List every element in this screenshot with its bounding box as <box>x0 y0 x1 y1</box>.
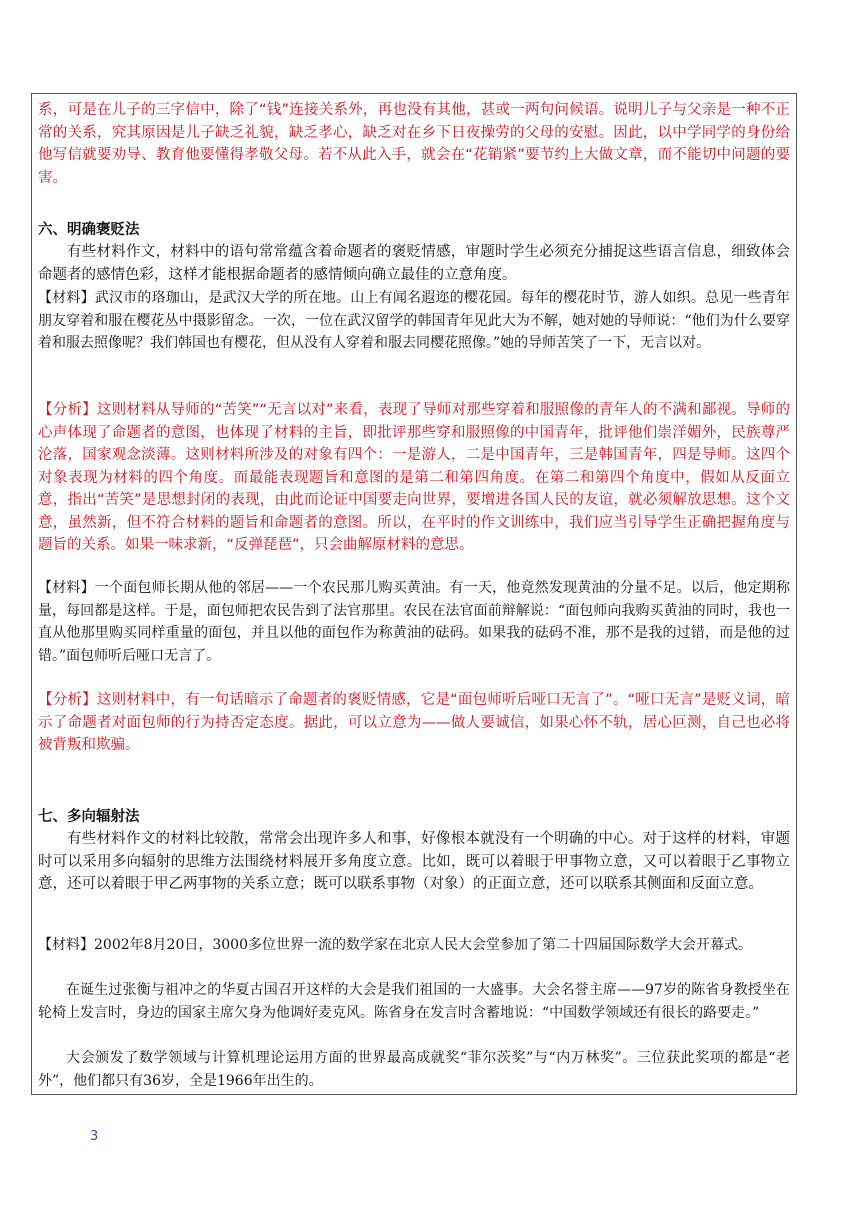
section-6-intro: 有些材料作文，材料中的语句常常蕴含着命题者的褒贬情感，审题时学生必须充分捕捉这些语言信息，细致体会命题者的感情色彩，这样才能根据命题者的感情倾向确立最佳的立意角度。 <box>38 244 790 283</box>
section-6-title: 六、明确褒贬法 <box>38 222 140 238</box>
paragraph-continued: 系，可是在儿子的三字信中，除了“钱”连接关系外，再也没有其他，甚或一两句问候语。说明儿子与父亲是一种不正常的关系，究其原因是儿子缺乏礼貌，缺乏孝心，缺乏对在乡下日夜操劳的父母的安慰。因此，以中学同学的身份给他写信就要劝导、教育他要懂得孝敬父母。若不从此入手，就会在“花销紧”要节约上大做文章，而不能切中问题的要害。 <box>38 102 790 186</box>
analysis-text: 这则材料从导师的“苦笑”“无言以对”来看，表现了导师对那些穿着和服照像的青年人的不满和鄙视。导师的心声体现了命题者的意图，也体现了材料的主旨，即批评那些穿和服照像的中国青年，批评他们崇洋媚外，民族尊严沦落，国家观念淡薄。这则材料所涉及的对象有四个：一是游人，二是中国青年，三是韩国青年，四是导师。这四个对象表现为材料的四个角度。而最能表现题旨和意图的是第二和第四角度。在第二和第四个角度中，假如从反面立意，指出“苦笑”是思想封闭的表现，由此而论证中国要走向世界，要增进各国人民的友谊，就必须解放思想。这个文意，虽然新，但不符合材料的题旨和命题者的意图。所以，在平时的作文训练中，我们应当引导学生正确把握角度与题旨的关系。如果一味求新，“反弹琵琶”，只会曲解原材料的意思。 <box>38 402 791 553</box>
material-label: 【材料】 <box>38 937 94 953</box>
section-7-intro: 有些材料作文的材料比较散，常常会出现许多人和事，好像根本就没有一个明确的中心。对于这样的材料，审题时可以采用多向辐射的思维方法围绕材料展开多角度立意。比如，既可以着眼于甲事物立意，又可以着眼于乙事物立意，还可以着眼于甲乙两事物的关系立意；既可以联系事物（对象）的正面立意，还可以联系其侧面和反面立意。 <box>38 831 790 892</box>
material-1 <box>38 287 790 355</box>
material-2 <box>38 577 790 667</box>
material-label: 【材料】 <box>38 580 95 596</box>
analysis-label: 【分析】 <box>38 692 97 708</box>
analysis-text: 这则材料中，有一句话暗示了命题者的褒贬情感，它是“面包师听后哑口无言了”。“哑口无言”是贬义词，暗示了命题者对面包师的行为持否定态度。据此，可以立意为——做人要诚信，如果心怀不轨，居心叵测，自己也必将被背叛和欺骗。 <box>38 692 791 753</box>
section-7-title: 七、多向辐射法 <box>38 809 140 825</box>
page-number: 3 <box>90 1129 99 1144</box>
material-text: 一个面包师长期从他的邻居——一个农民那儿购买黄油。有一天，他竟然发现黄油的分量不足。以后，他定期称量，每回都是这样。于是，面包师把农民告到了法官那里。农民在法官面前辩解说：“面包师向我购买黄油的同时，我也一直从他那里购买同样重量的面包，并且以他的面包作为称黄油的砝码。如果我的砝码不准，那不是我的过错，而是他的过错。”面包师听后哑口无言了。 <box>38 580 791 664</box>
material-3-paragraph-2: 在诞生过张衡与祖冲之的华夏古国召开这样的大会是我们祖国的一大盛事。大会名誉主席——97岁的陈省身教授坐在轮椅上发言时，身边的国家主席欠身为他调好麦克风。陈省身在发言时含蓄地说：“中国数学领域还有很长的路要走。” <box>38 982 790 1021</box>
material-label: 【材料】 <box>38 290 95 306</box>
material-3-paragraph-3: 大会颁发了数学领域与计算机理论运用方面的世界最高成就奖“菲尔茨奖”与“内万林奖”。三位获此奖项的都是“老外”，他们都只有36岁，全是1966年出生的。 <box>38 1050 790 1089</box>
analysis-2 <box>38 689 790 757</box>
material-3 <box>38 934 790 957</box>
material-text: 武汉市的珞珈山，是武汉大学的所在地。山上有闻名遐迩的樱花园。每年的樱花时节，游人如织。总见一些青年朋友穿着和服在樱花丛中摄影留念。一次，一位在武汉留学的韩国青年见此大为不解，她对她的导师说：“他们为什么要穿着和服去照像呢？我们韩国也有樱花，但从没有人穿着和服去同樱花照像。”她的导师苦笑了一下，无言以对。 <box>38 290 791 351</box>
analysis-label: 【分析】 <box>38 402 97 418</box>
analysis-1 <box>38 399 790 557</box>
material-text: 2002年8月20日，3000多位世界一流的数学家在北京人民大会堂参加了第二十四届国际数学大会开幕式。 <box>94 937 752 953</box>
